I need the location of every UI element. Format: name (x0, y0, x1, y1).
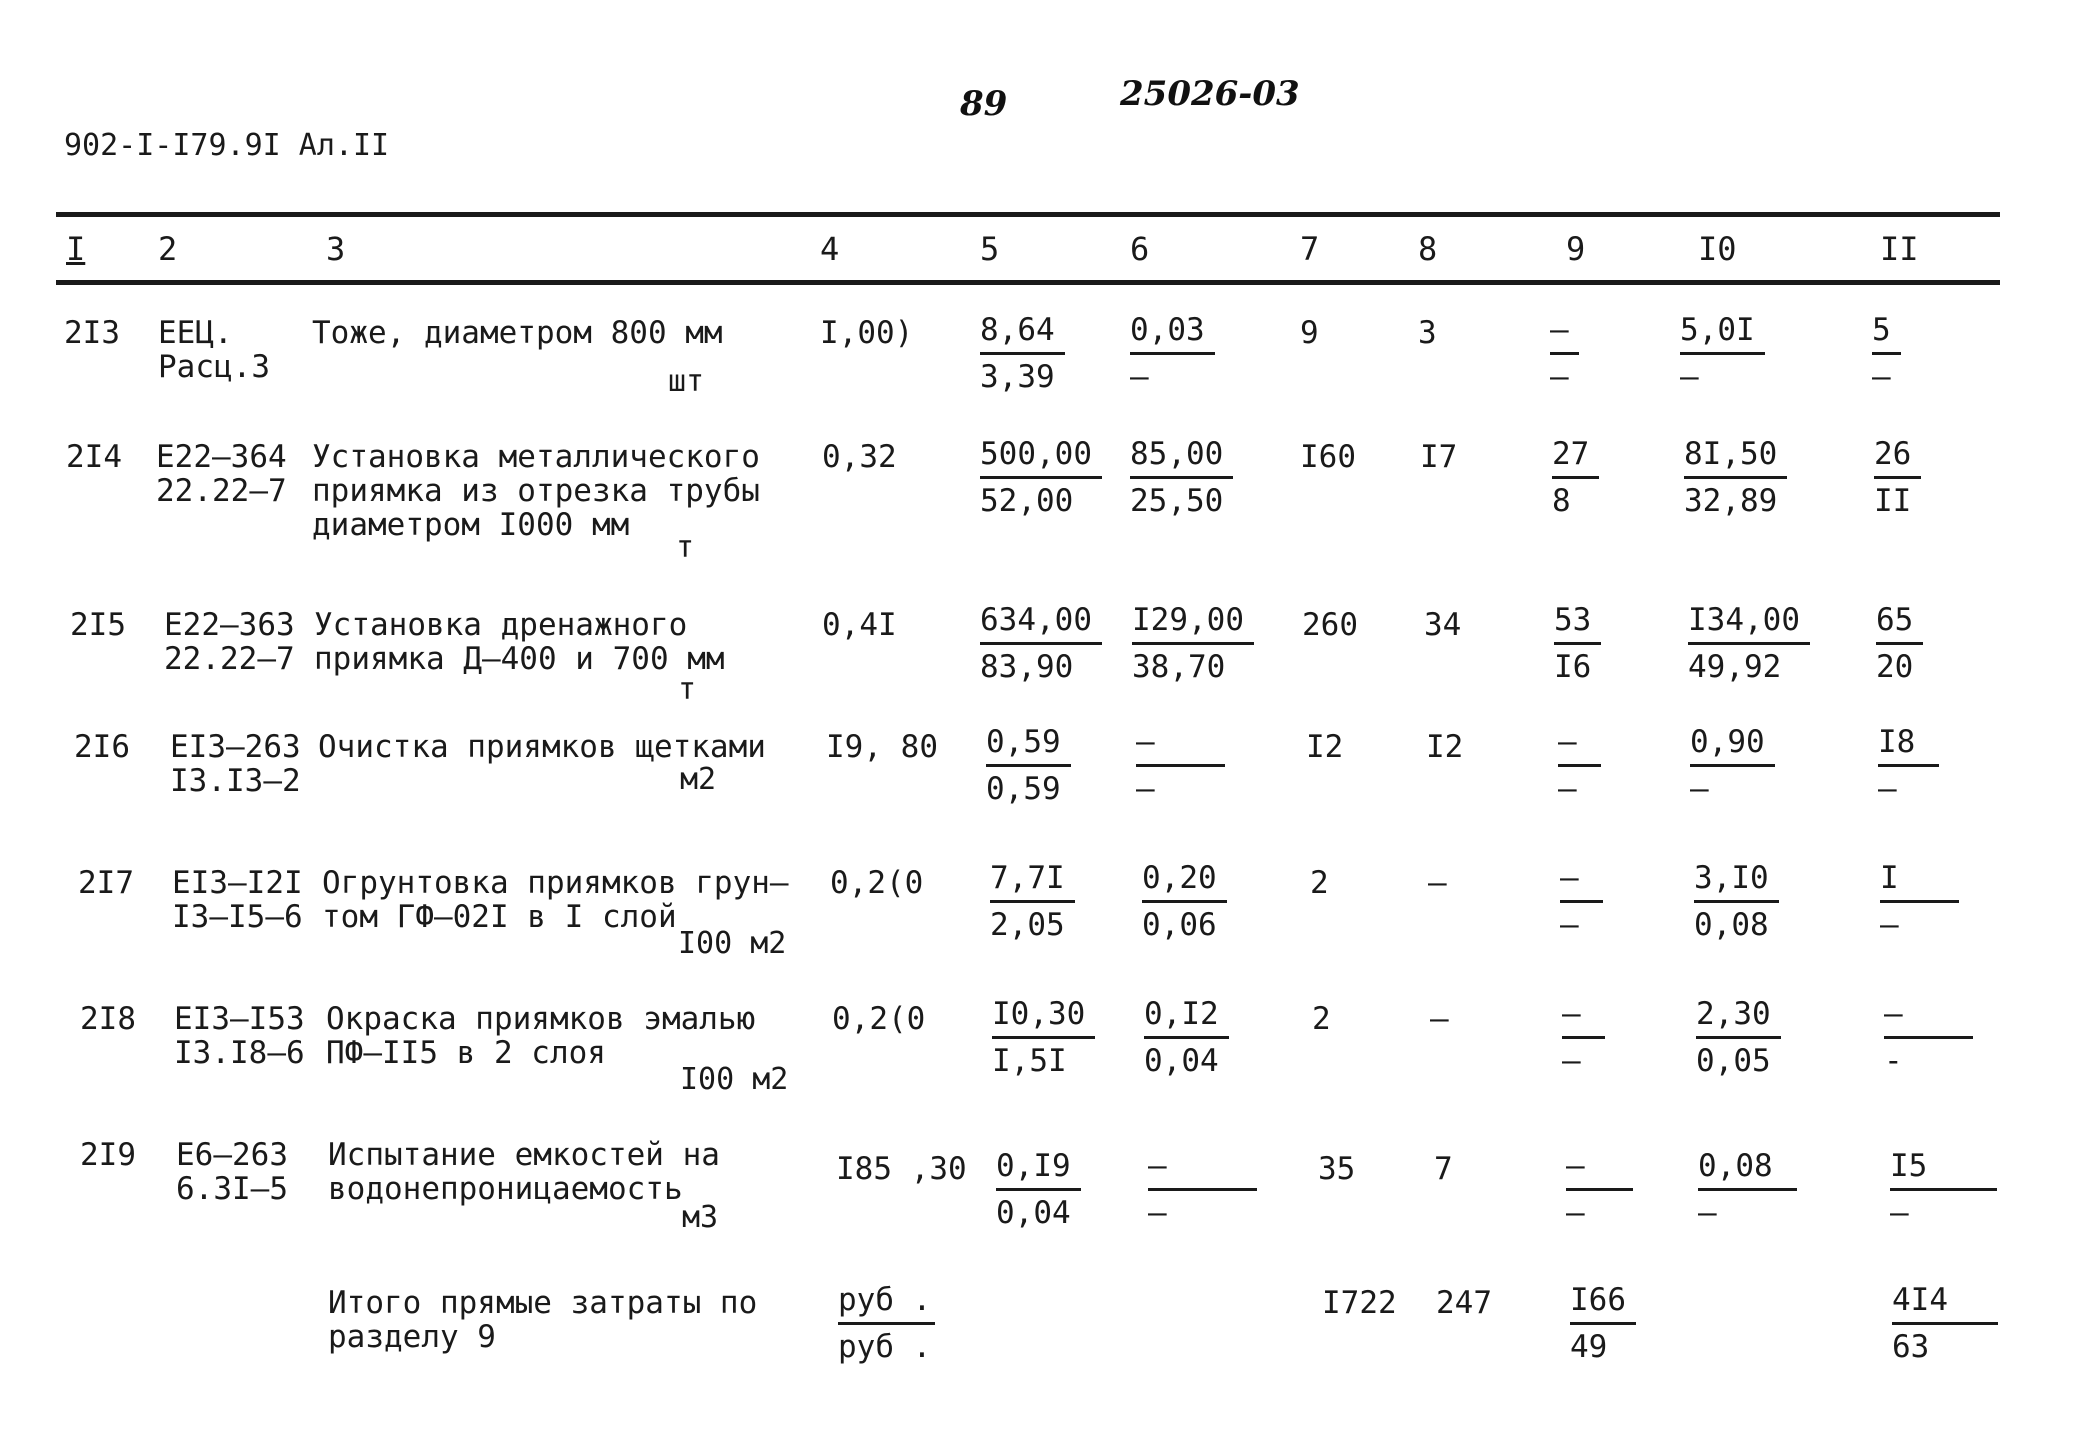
total-col9-top: I66 (1570, 1278, 1636, 1325)
col8-value: – (1430, 1001, 1449, 1037)
unit-of-measure: т (676, 530, 695, 565)
rate-code: ЕЕЦ. Расц.3 (158, 315, 270, 385)
column-header-6: 6 (1130, 230, 1150, 268)
row-number: 2I5 (70, 607, 126, 643)
col5-bottom: 83,90 (980, 649, 1074, 685)
col7-value: 260 (1302, 607, 1358, 643)
quantity: I9, 80 (826, 729, 938, 765)
col9-top: – (1560, 856, 1603, 903)
total-col11-top: 4I4 (1892, 1278, 1998, 1325)
col5-bottom: 0,04 (996, 1195, 1071, 1231)
col9-bottom: – (1566, 1195, 1585, 1231)
col10-values (1688, 598, 1810, 689)
work-description: Установка дренажного приямка Д–400 и 700 мм (314, 607, 725, 677)
col11-values (1890, 1144, 1997, 1235)
col10-values (1694, 856, 1779, 947)
col6-values (1144, 992, 1229, 1083)
col9-top: – (1550, 308, 1579, 355)
column-header-5: 5 (980, 230, 1000, 268)
total-col11-values (1892, 1278, 1998, 1369)
total-col11-bottom: 63 (1892, 1329, 1930, 1365)
col9-values (1566, 1144, 1633, 1235)
col11-bottom: II (1874, 483, 1912, 519)
total-col4-top: руб . (838, 1278, 935, 1325)
col8-value: I2 (1426, 729, 1464, 765)
col6-bottom: 0,04 (1144, 1043, 1219, 1079)
col11-values (1874, 432, 1921, 523)
col11-top: 65 (1876, 598, 1923, 645)
col5-top: 634,00 (980, 598, 1102, 645)
col10-bottom: – (1690, 771, 1709, 807)
col10-bottom: 32,89 (1684, 483, 1778, 519)
col7-value: I60 (1300, 439, 1356, 475)
col9-values (1558, 720, 1601, 811)
col8-value: – (1428, 865, 1447, 901)
quantity: I85 ,30 (836, 1151, 967, 1187)
col9-bottom: – (1562, 1043, 1581, 1079)
col9-top: 53 (1554, 598, 1601, 645)
quantity: I,00) (820, 315, 914, 351)
col9-bottom: – (1550, 359, 1569, 395)
row-number: 2I7 (78, 865, 134, 901)
row-number: 2I6 (74, 729, 130, 765)
col10-values (1696, 992, 1781, 1083)
col5-top: 0,I9 (996, 1144, 1081, 1191)
col5-values (980, 598, 1102, 689)
col10-top: 0,90 (1690, 720, 1775, 767)
total-col7-value: I722 (1322, 1285, 1397, 1321)
col11-top: I5 (1890, 1144, 1997, 1191)
total-label: Итого прямые затраты по разделу 9 (328, 1285, 758, 1355)
col9-values (1554, 598, 1601, 689)
col11-top: I (1880, 856, 1959, 903)
col10-top: 0,08 (1698, 1144, 1797, 1191)
column-header-11: II (1880, 230, 1919, 268)
col5-top: 0,59 (986, 720, 1071, 767)
unit-of-measure: м3 (682, 1200, 719, 1235)
col6-top: I29,00 (1132, 598, 1254, 645)
row-number: 2I9 (80, 1137, 136, 1173)
column-header-9: 9 (1566, 230, 1586, 268)
col9-top: – (1562, 992, 1605, 1039)
col10-values (1690, 720, 1775, 811)
quantity: 0,4I (822, 607, 897, 643)
col6-values (1132, 598, 1254, 689)
col7-value: 2 (1312, 1001, 1331, 1037)
col10-top: 3,I0 (1694, 856, 1779, 903)
col10-values (1698, 1144, 1797, 1235)
col10-bottom: – (1698, 1195, 1717, 1231)
archive-number: 25026-03 (1120, 74, 1300, 114)
col5-values (980, 308, 1065, 399)
col10-top: I34,00 (1688, 598, 1810, 645)
total-col9-values (1570, 1278, 1636, 1369)
col7-value: 9 (1300, 315, 1319, 351)
col10-values (1680, 308, 1765, 399)
col11-values (1880, 856, 1959, 947)
col5-top: 8,64 (980, 308, 1065, 355)
col6-top: 85,00 (1130, 432, 1233, 479)
col9-values (1550, 308, 1579, 399)
work-description: Установка металлического приямка из отрезка трубы диаметром I000 мм (312, 439, 760, 543)
col6-top: 0,20 (1142, 856, 1227, 903)
rate-code: Е22–364 22.22–7 (156, 439, 287, 509)
column-header-7: 7 (1300, 230, 1320, 268)
column-header-1: I (66, 230, 86, 268)
col9-values (1562, 992, 1605, 1083)
quantity: 0,2(0 (830, 865, 924, 901)
quantity: 0,2(0 (832, 1001, 926, 1037)
unit-of-measure: I00 м2 (680, 1062, 789, 1097)
col6-top: 0,I2 (1144, 992, 1229, 1039)
col6-values (1142, 856, 1227, 947)
col9-values (1552, 432, 1599, 523)
work-description: Тоже, диаметром 800 мм (312, 315, 723, 351)
col11-bottom: – (1872, 359, 1891, 395)
col8-value: 7 (1434, 1151, 1453, 1187)
col5-bottom: 3,39 (980, 359, 1055, 395)
col6-values (1130, 432, 1233, 523)
col6-values (1130, 308, 1215, 399)
col9-values (1560, 856, 1603, 947)
col9-bottom: – (1558, 771, 1577, 807)
total-col4-values (838, 1278, 935, 1369)
row-number: 2I8 (80, 1001, 136, 1037)
col5-values (990, 856, 1075, 947)
col9-bottom: I6 (1554, 649, 1592, 685)
col5-top: 500,00 (980, 432, 1102, 479)
col9-top: 27 (1552, 432, 1599, 479)
total-col8-value: 247 (1436, 1285, 1492, 1321)
col6-top: 0,03 (1130, 308, 1215, 355)
work-description: Окраска приямков эмалью ПФ–II5 в 2 слоя (326, 1001, 756, 1071)
col10-bottom: 0,08 (1694, 907, 1769, 943)
col11-top: 26 (1874, 432, 1921, 479)
work-description: Огрунтовка приямков грун– том ГФ–02I в I слой (322, 865, 789, 935)
row-number: 2I4 (66, 439, 122, 475)
col11-values (1878, 720, 1939, 811)
col11-bottom: – (1880, 907, 1899, 943)
col8-value: I7 (1420, 439, 1458, 475)
col5-values (986, 720, 1071, 811)
col11-bottom: - (1884, 1043, 1903, 1079)
col10-bottom: 0,05 (1696, 1043, 1771, 1079)
col5-bottom: 0,59 (986, 771, 1061, 807)
col11-bottom: – (1890, 1195, 1909, 1231)
col6-values (1136, 720, 1225, 811)
unit-of-measure: м2 (680, 762, 717, 797)
col11-values (1872, 308, 1901, 399)
rate-code: ЕI3–I53 I3.I8–6 (174, 1001, 305, 1071)
col5-top: 7,7I (990, 856, 1075, 903)
col5-top: I0,30 (992, 992, 1095, 1039)
rate-code: ЕI3–263 I3.I3–2 (170, 729, 301, 799)
unit-of-measure: т (678, 672, 697, 707)
col10-top: 8I,50 (1684, 432, 1787, 479)
rate-code: ЕI3–I2I I3–I5–6 (172, 865, 303, 935)
table-header-rule (56, 280, 2000, 285)
unit-of-measure: I00 м2 (678, 926, 787, 961)
col7-value: 2 (1310, 865, 1329, 901)
col6-bottom: – (1130, 359, 1149, 395)
col10-top: 2,30 (1696, 992, 1781, 1039)
column-header-8: 8 (1418, 230, 1438, 268)
col7-value: 35 (1318, 1151, 1356, 1187)
col11-bottom: – (1878, 771, 1897, 807)
col8-value: 3 (1418, 315, 1437, 351)
quantity: 0,32 (822, 439, 897, 475)
col5-values (992, 992, 1095, 1083)
col9-bottom: – (1560, 907, 1579, 943)
col6-bottom: 0,06 (1142, 907, 1217, 943)
col9-bottom: 8 (1552, 483, 1571, 519)
col10-bottom: 49,92 (1688, 649, 1782, 685)
col11-values (1876, 598, 1923, 689)
col6-top: – (1148, 1144, 1257, 1191)
col5-bottom: 2,05 (990, 907, 1065, 943)
col6-bottom: 38,70 (1132, 649, 1226, 685)
col11-top: 5 (1872, 308, 1901, 355)
col9-top: – (1566, 1144, 1633, 1191)
col6-top: – (1136, 720, 1225, 767)
col11-top: I8 (1878, 720, 1939, 767)
column-header-3: 3 (326, 230, 346, 268)
col10-bottom: – (1680, 359, 1699, 395)
table-top-rule (56, 212, 2000, 217)
rate-code: Е6–263 6.3I–5 (176, 1137, 288, 1207)
col9-top: – (1558, 720, 1601, 767)
col5-bottom: 52,00 (980, 483, 1074, 519)
col6-bottom: – (1148, 1195, 1167, 1231)
page-number: 89 (960, 84, 1008, 124)
work-description: Очистка приямков щетками (318, 729, 766, 765)
unit-of-measure: шт (668, 364, 705, 399)
total-col4-bottom: руб . (838, 1329, 932, 1365)
col6-values (1148, 1144, 1257, 1235)
work-description: Испытание емкостей на водонепроницаемость (328, 1137, 720, 1207)
column-header-4: 4 (820, 230, 840, 268)
total-col9-bottom: 49 (1570, 1329, 1608, 1365)
col5-bottom: I,5I (992, 1043, 1067, 1079)
document-code: 902-I-I79.9I Ал.II (64, 128, 390, 163)
col11-bottom: 20 (1876, 649, 1914, 685)
col5-values (996, 1144, 1081, 1235)
col6-bottom: 25,50 (1130, 483, 1224, 519)
col5-values (980, 432, 1102, 523)
rate-code: Е22–363 22.22–7 (164, 607, 295, 677)
col11-top: – (1884, 992, 1973, 1039)
column-header-10: I0 (1698, 230, 1737, 268)
row-number: 2I3 (64, 315, 120, 351)
column-header-2: 2 (158, 230, 178, 268)
col7-value: I2 (1306, 729, 1344, 765)
col10-values (1684, 432, 1787, 523)
col11-values (1884, 992, 1973, 1083)
col8-value: 34 (1424, 607, 1462, 643)
col6-bottom: – (1136, 771, 1155, 807)
col10-top: 5,0I (1680, 308, 1765, 355)
